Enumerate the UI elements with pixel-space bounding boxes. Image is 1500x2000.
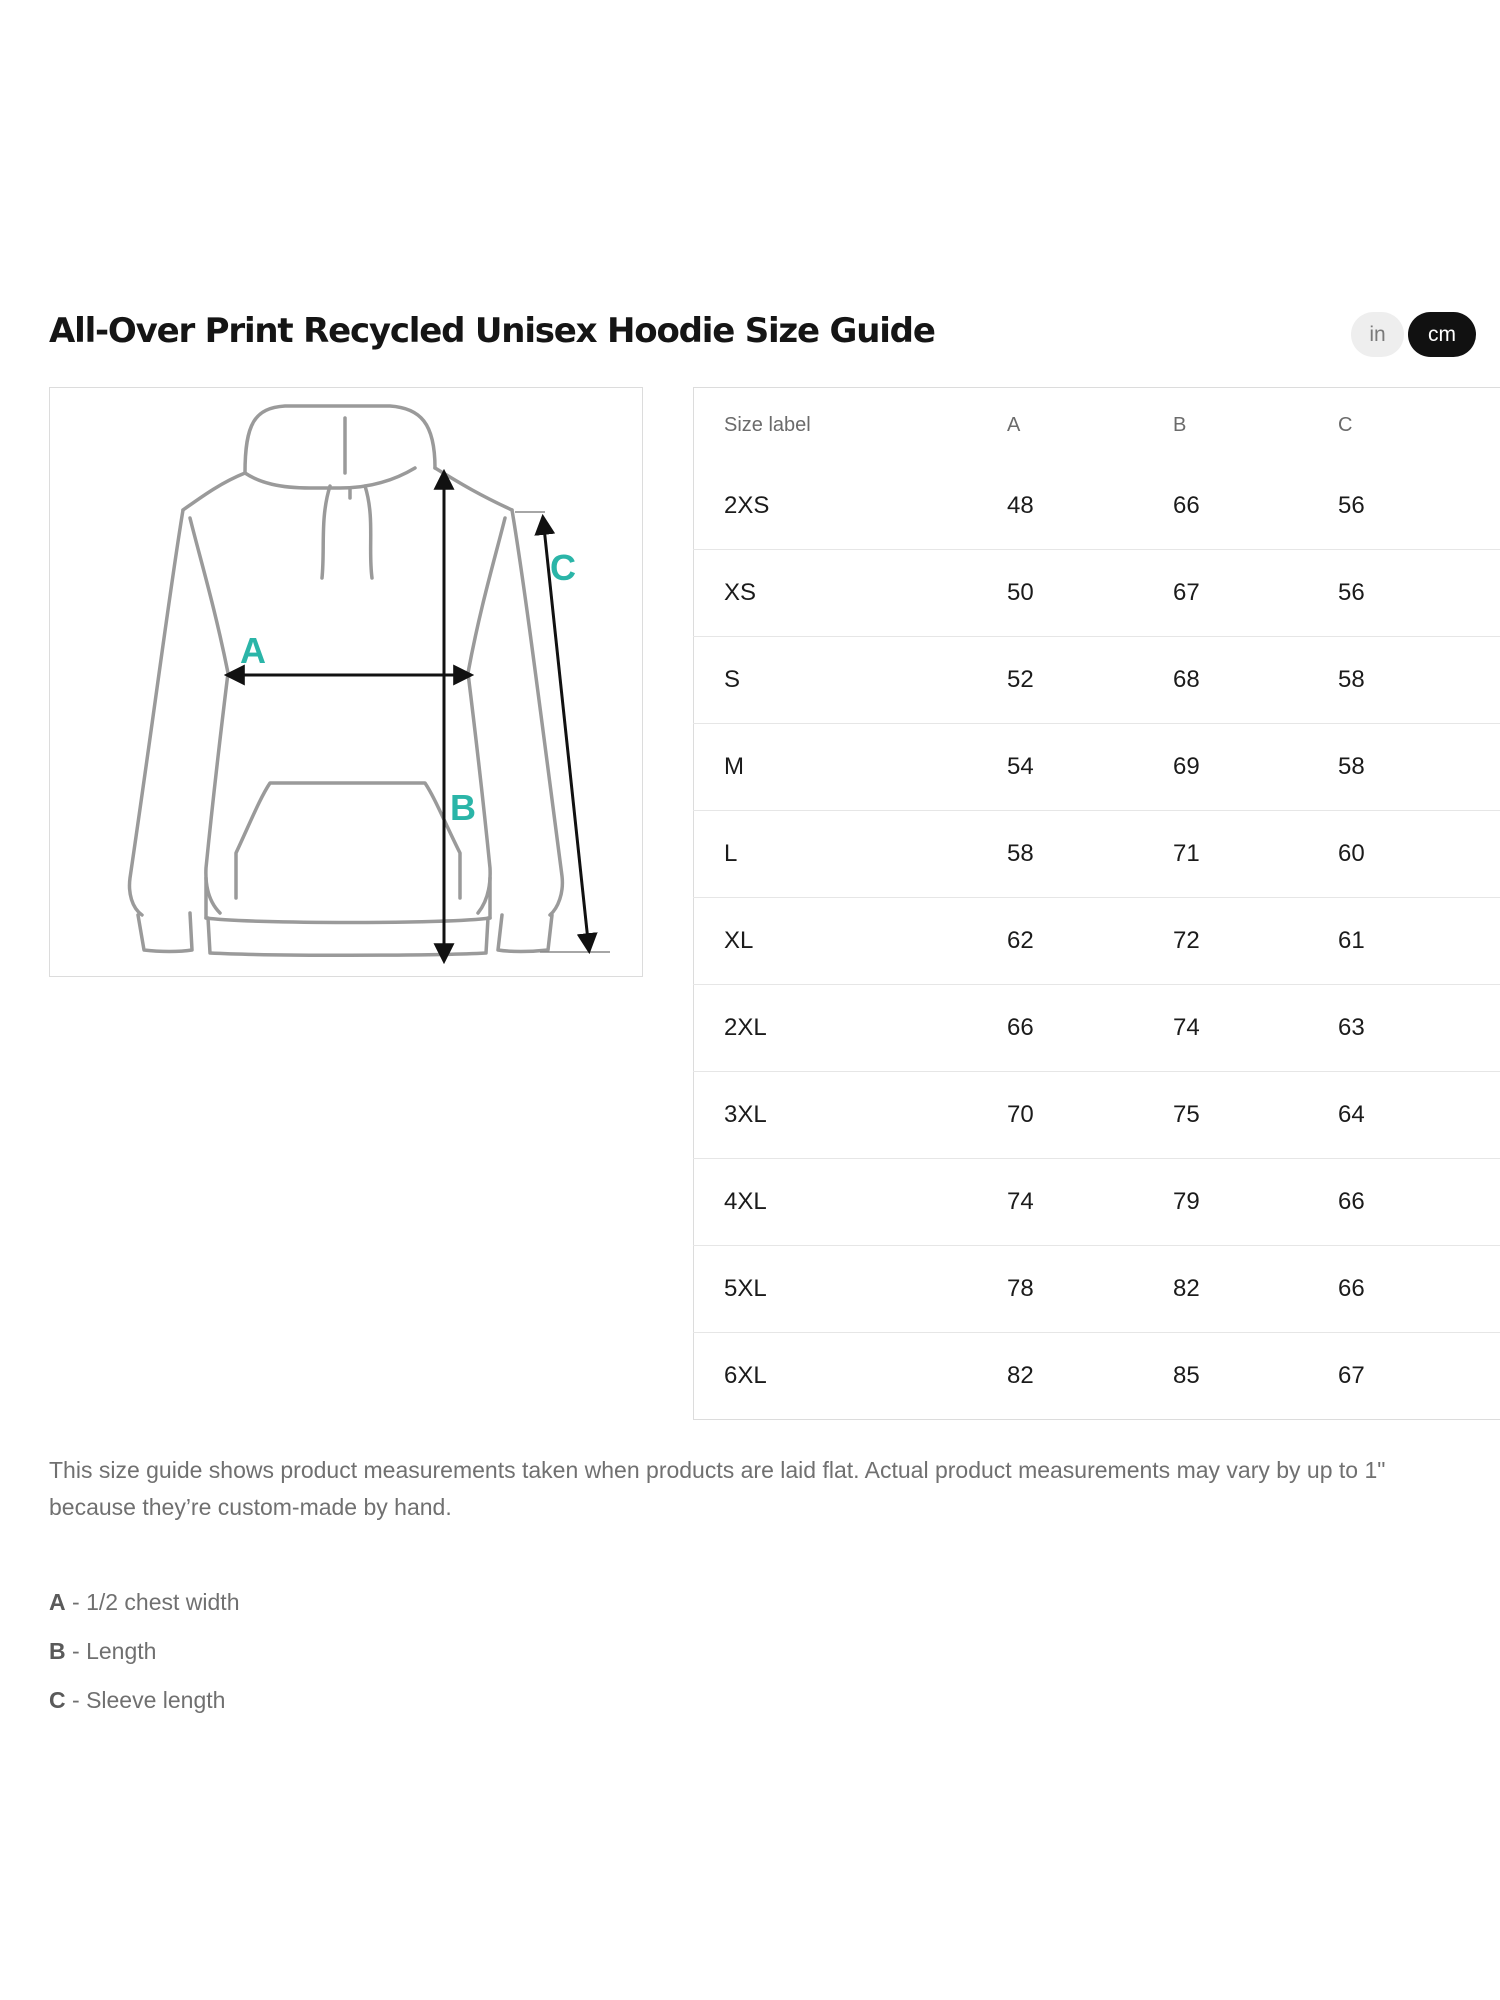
unit-in-button[interactable]: in <box>1351 312 1404 357</box>
legend-desc: - Length <box>65 1638 157 1664</box>
cell-c: 56 <box>1338 579 1365 606</box>
cell-size: 5XL <box>724 1275 767 1302</box>
cell-b: 71 <box>1173 840 1200 867</box>
cell-a: 74 <box>1007 1188 1034 1215</box>
cell-c: 56 <box>1338 491 1365 519</box>
table-row <box>694 811 1500 898</box>
cell-c: 67 <box>1338 1362 1365 1389</box>
legend-item-c <box>49 1682 239 1731</box>
cell-size: S <box>724 666 741 693</box>
cell-size: M <box>724 753 744 780</box>
cell-b: 85 <box>1173 1362 1200 1389</box>
cell-c: 60 <box>1338 840 1365 867</box>
header-a: A <box>1007 413 1021 436</box>
label-c: C <box>550 547 576 588</box>
cell-b: 69 <box>1173 753 1200 780</box>
cell-a: 50 <box>1007 579 1034 606</box>
cell-c: 61 <box>1338 927 1365 954</box>
table-row <box>694 550 1500 637</box>
cell-c: 66 <box>1338 1188 1365 1215</box>
table-row <box>694 1333 1500 1420</box>
cell-c: 58 <box>1338 753 1365 780</box>
cell-b: 82 <box>1173 1275 1200 1302</box>
label-b: B <box>450 787 476 828</box>
legend-key: C <box>49 1687 66 1713</box>
cell-a: 48 <box>1007 491 1034 519</box>
table-row <box>694 1246 1500 1333</box>
hoodie-diagram <box>49 387 643 977</box>
table-header-row <box>694 388 1500 463</box>
cell-a: 52 <box>1007 666 1034 693</box>
cell-a: 78 <box>1007 1275 1034 1302</box>
cell-b: 72 <box>1173 927 1200 954</box>
cell-b: 74 <box>1173 1014 1200 1041</box>
unit-cm-button[interactable]: cm <box>1408 312 1476 357</box>
page-title: All-Over Print Recycled Unisex Hoodie Size Guide <box>49 311 935 351</box>
size-table <box>693 387 1500 1420</box>
cell-size: 3XL <box>724 1101 767 1128</box>
cell-size: XL <box>724 927 754 954</box>
cell-size: 2XS <box>724 491 770 519</box>
header-size-label: Size label <box>724 413 811 436</box>
legend-key: B <box>49 1638 66 1664</box>
table-row <box>694 898 1500 985</box>
cell-size: 6XL <box>724 1362 767 1389</box>
cell-size: XS <box>724 579 757 606</box>
unit-toggle <box>1351 312 1476 357</box>
cell-a: 58 <box>1007 840 1034 867</box>
legend-desc: - 1/2 chest width <box>65 1589 240 1615</box>
cell-a: 82 <box>1007 1362 1034 1389</box>
cell-c: 66 <box>1338 1275 1365 1302</box>
cell-a: 66 <box>1007 1014 1034 1041</box>
measurement-note: This size guide shows product measurements taken when products are laid flat. Actual product measurements may vary by up to 1" because they’re custom-made by hand. <box>49 1457 1386 1520</box>
cell-a: 54 <box>1007 753 1034 780</box>
cell-b: 66 <box>1173 491 1200 519</box>
table-row <box>694 985 1500 1072</box>
cell-c: 64 <box>1338 1101 1365 1128</box>
cell-size: L <box>724 840 738 867</box>
cell-b: 75 <box>1173 1101 1200 1128</box>
cell-c: 58 <box>1338 666 1365 693</box>
table-row <box>694 724 1500 811</box>
measurement-legend <box>49 1584 239 1731</box>
cell-c: 63 <box>1338 1014 1365 1041</box>
label-a: A <box>240 630 266 671</box>
legend-key: A <box>49 1589 66 1615</box>
header-c: C <box>1338 413 1353 436</box>
cell-size: 2XL <box>724 1014 767 1041</box>
table-row <box>694 463 1500 550</box>
cell-b: 67 <box>1173 579 1200 606</box>
cell-b: 68 <box>1173 666 1200 693</box>
cell-b: 79 <box>1173 1188 1200 1215</box>
hoodie-outline <box>130 406 563 955</box>
cell-a: 70 <box>1007 1101 1034 1128</box>
cell-size: 4XL <box>724 1188 767 1215</box>
header-b: B <box>1173 413 1187 436</box>
table-row <box>694 637 1500 724</box>
table-row <box>694 1159 1500 1246</box>
hoodie-illustration <box>50 388 644 978</box>
table-row <box>694 1072 1500 1159</box>
legend-desc: - Sleeve length <box>65 1687 226 1713</box>
legend-item-a <box>49 1584 239 1633</box>
legend-item-b <box>49 1633 239 1682</box>
cell-a: 62 <box>1007 927 1034 954</box>
